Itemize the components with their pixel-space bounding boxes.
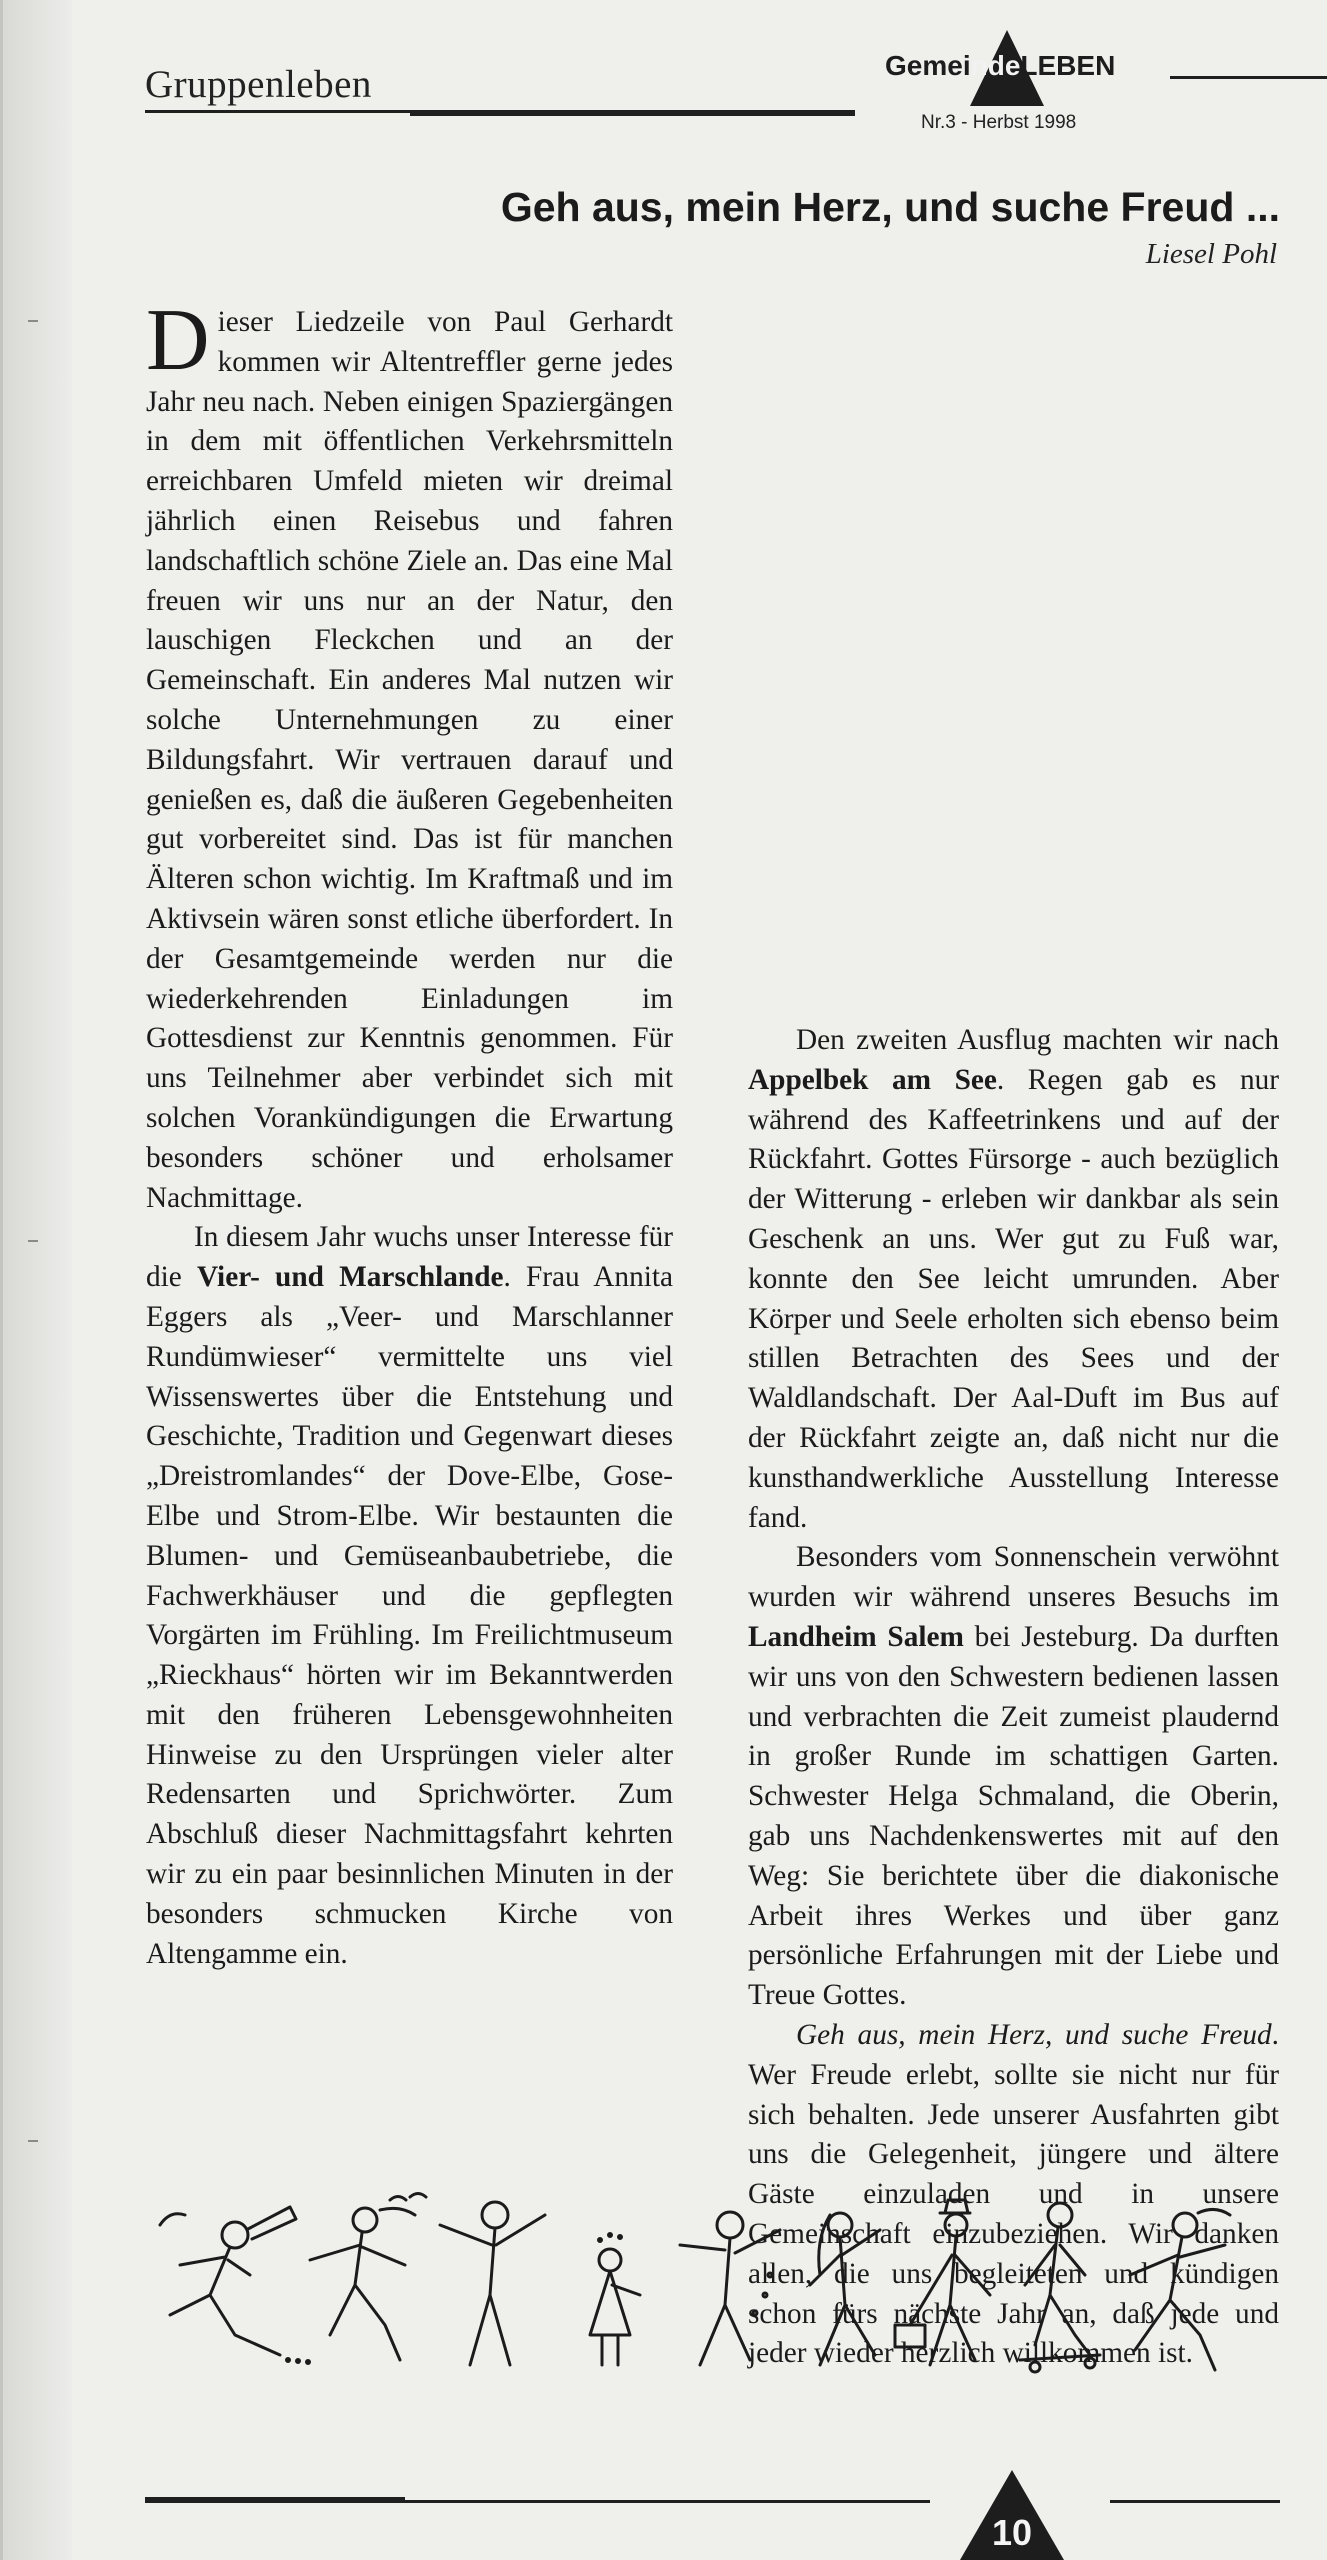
header-rule-thick: [410, 110, 855, 116]
paragraph-2: [146, 1218, 673, 1974]
page-number: 10: [991, 2512, 1033, 2553]
figure-briefcase: [895, 2200, 990, 2365]
brand-logo: [885, 50, 1115, 82]
figure-trumpeter: [160, 2207, 310, 2364]
paragraph-3-text: . Regen gab es nur während des Kaffeetrinkens und auf der Rückfahrt. Gottes Fürsorge - auch bezüglich der Witterung - erleben wir dankbar als sein Geschenk an uns. Wer gut zu Fuß war, konnte den See leicht umrunden. Aber Körper und Seele erholten sich ebenso beim stillen Betrachten des Sees und der Waldlandschaft. Der Aal-Duft im Bus auf der Rückfahrt zeigte an, daß nicht nur die kunsthandwerkliche Ausstellung Interesse fand.: [748, 1063, 1279, 1534]
paragraph-3-bold: Appelbek am See: [748, 1063, 997, 1096]
paragraph-2-text: In diesem Jahr wuchs unser Interesse für die: [146, 1221, 673, 1294]
page-edge-shadow: [0, 0, 72, 2560]
figure-woman-dress: [590, 2234, 640, 2366]
dancing-figures-illustration: [140, 2185, 1280, 2390]
paragraph-4: [748, 1538, 1279, 2016]
article-author: Liesel Pohl: [1145, 238, 1277, 270]
footer-rule-right: [1110, 2500, 1280, 2503]
binding-mark: [28, 320, 38, 322]
figure-juggler: [680, 2212, 780, 2365]
page-edge-line: [0, 0, 3, 2560]
paragraph-5-italic: Geh aus, mein Herz, und suche Freud: [796, 2018, 1272, 2051]
paragraph-3-text: Den zweiten Ausflug machten wir nach: [796, 1024, 1279, 1056]
brand-part-c: LEBEN: [1020, 50, 1116, 81]
paragraph-1: [146, 292, 673, 1218]
drop-cap: D: [146, 292, 210, 389]
paragraph-4-text: Besonders vom Sonnenschein verwöhnt wurden wir während unseres Besuchs im: [748, 1541, 1279, 1614]
paragraph-3: [748, 1021, 1279, 1538]
article-title: Geh aus, mein Herz, und suche Freud ...: [500, 184, 1280, 230]
paragraph-4-text: bei Jesteburg. Da durften wir uns von den Schwestern bedienen lassen und verbrachten die Zeit zumeist plaudernd in großer Runde im schattigen Garten. Schwester Helga Schmaland, die Oberin, gab uns Nachdenkenswertes mit auf den Weg: Sie berichtete über die diakonische Arbeit ihres Werkes und über ganz persönliche Erfahrungen mit der Liebe und Treue Gottes.: [748, 1620, 1279, 2012]
brand-part-a: Gemei: [885, 50, 971, 81]
figure-runner: [1130, 2209, 1230, 2370]
paragraph-4-bold: Landheim Salem: [748, 1620, 964, 1653]
header-rule-right: [1170, 76, 1327, 79]
binding-mark: [28, 2140, 38, 2142]
footer-rule-thick: [145, 2497, 405, 2503]
brand-part-b: nde: [970, 50, 1021, 81]
binding-mark: [28, 1240, 38, 1242]
figure-cheering: [440, 2202, 545, 2365]
figure-long-hair: [810, 2213, 880, 2365]
paragraph-2-bold: Vier- und Marschlande: [196, 1261, 504, 1294]
section-heading: Gruppenleben: [145, 63, 372, 106]
paragraph-1-text: ieser Liedzeile von Paul Gerhardt kommen wir Altentreffler gerne jedes Jahr neu nach. Neben einigen Spaziergängen in dem mit öffentlichen Verkehrsmitteln erreichbaren Umfeld mieten wir dreimal jährlich einen Reisebus und fahren landschaftlich schöne Ziele an. Das eine Mal freuen wir uns nur an der Natur, den lauschigen Fleckchen und an der Gemeinschaft. Ein anderes Mal nutzen wir solche Unternehmungen zu einer Bildungsfahrt. Wir vertrauen darauf und genießen es, daß die äußeren Gegebenheiten gut vorbereitet sind. Das ist für manchen Älteren schon wichtig. Im Kraftmaß und im Aktivsein wären sonst etliche überfordert. In der Gesamtgemeinde werden nur die wiederkehrenden Einladungen im Gottesdienst zur Kenntnis genommen. Für uns Teilnehmer aber verbindet sich mit solchen Vorankündigungen die Erwartung besonders schöner und erholsamer Nachmittage.: [146, 306, 673, 1214]
paragraph-5-text: . Wer Freude erlebt, sollte sie nicht nur für sich behalten. Jede unserer Ausfahrten gibt uns die Gelegenheit, jüngere und ältere Gäste einzuladen und in unsere Gemeinschaft einzubeziehen. Wir danken allen, die uns begleiteten und kündigen schon fürs nächste Jahr an, daß jede und jeder wieder herzlich willkommen ist.: [748, 2018, 1279, 2370]
issue-info: Nr.3 - Herbst 1998: [921, 112, 1077, 133]
paragraph-2-text: . Frau Annita Eggers als „Veer- und Marschlanner Rundümwieser“ vermittelte uns viel Wissenswertes über die Entstehung und Geschichte, Tradition und Gegenwart dieses „Dreistromlandes“ der Dove-Elbe, Gose-Elbe und Strom-Elbe. Wir bestaunten die Blumen- und Gemüseanbaubetriebe, die Fachwerkhäuser und die gepflegten Vorgärten im Frühling. Im Freilichtmuseum „Rieckhaus“ hörten wir im Bekanntwerden mit den früheren Lebensgewohnheiten Hinweise zu den Ursprüngen vieler alter Redensarten und Sprichwörter. Zum Abschluß dieser Nachmittagsfahrt kehrten wir zu ein paar besinnlichen Minuten in der besonders schmucken Kirche von Altengamme ein.: [146, 1261, 674, 1970]
text-column-right: [748, 1021, 1279, 2374]
figure-dancer: [310, 2194, 426, 2361]
figure-skateboarder: [1020, 2203, 1100, 2372]
text-column-left: [146, 292, 674, 1974]
